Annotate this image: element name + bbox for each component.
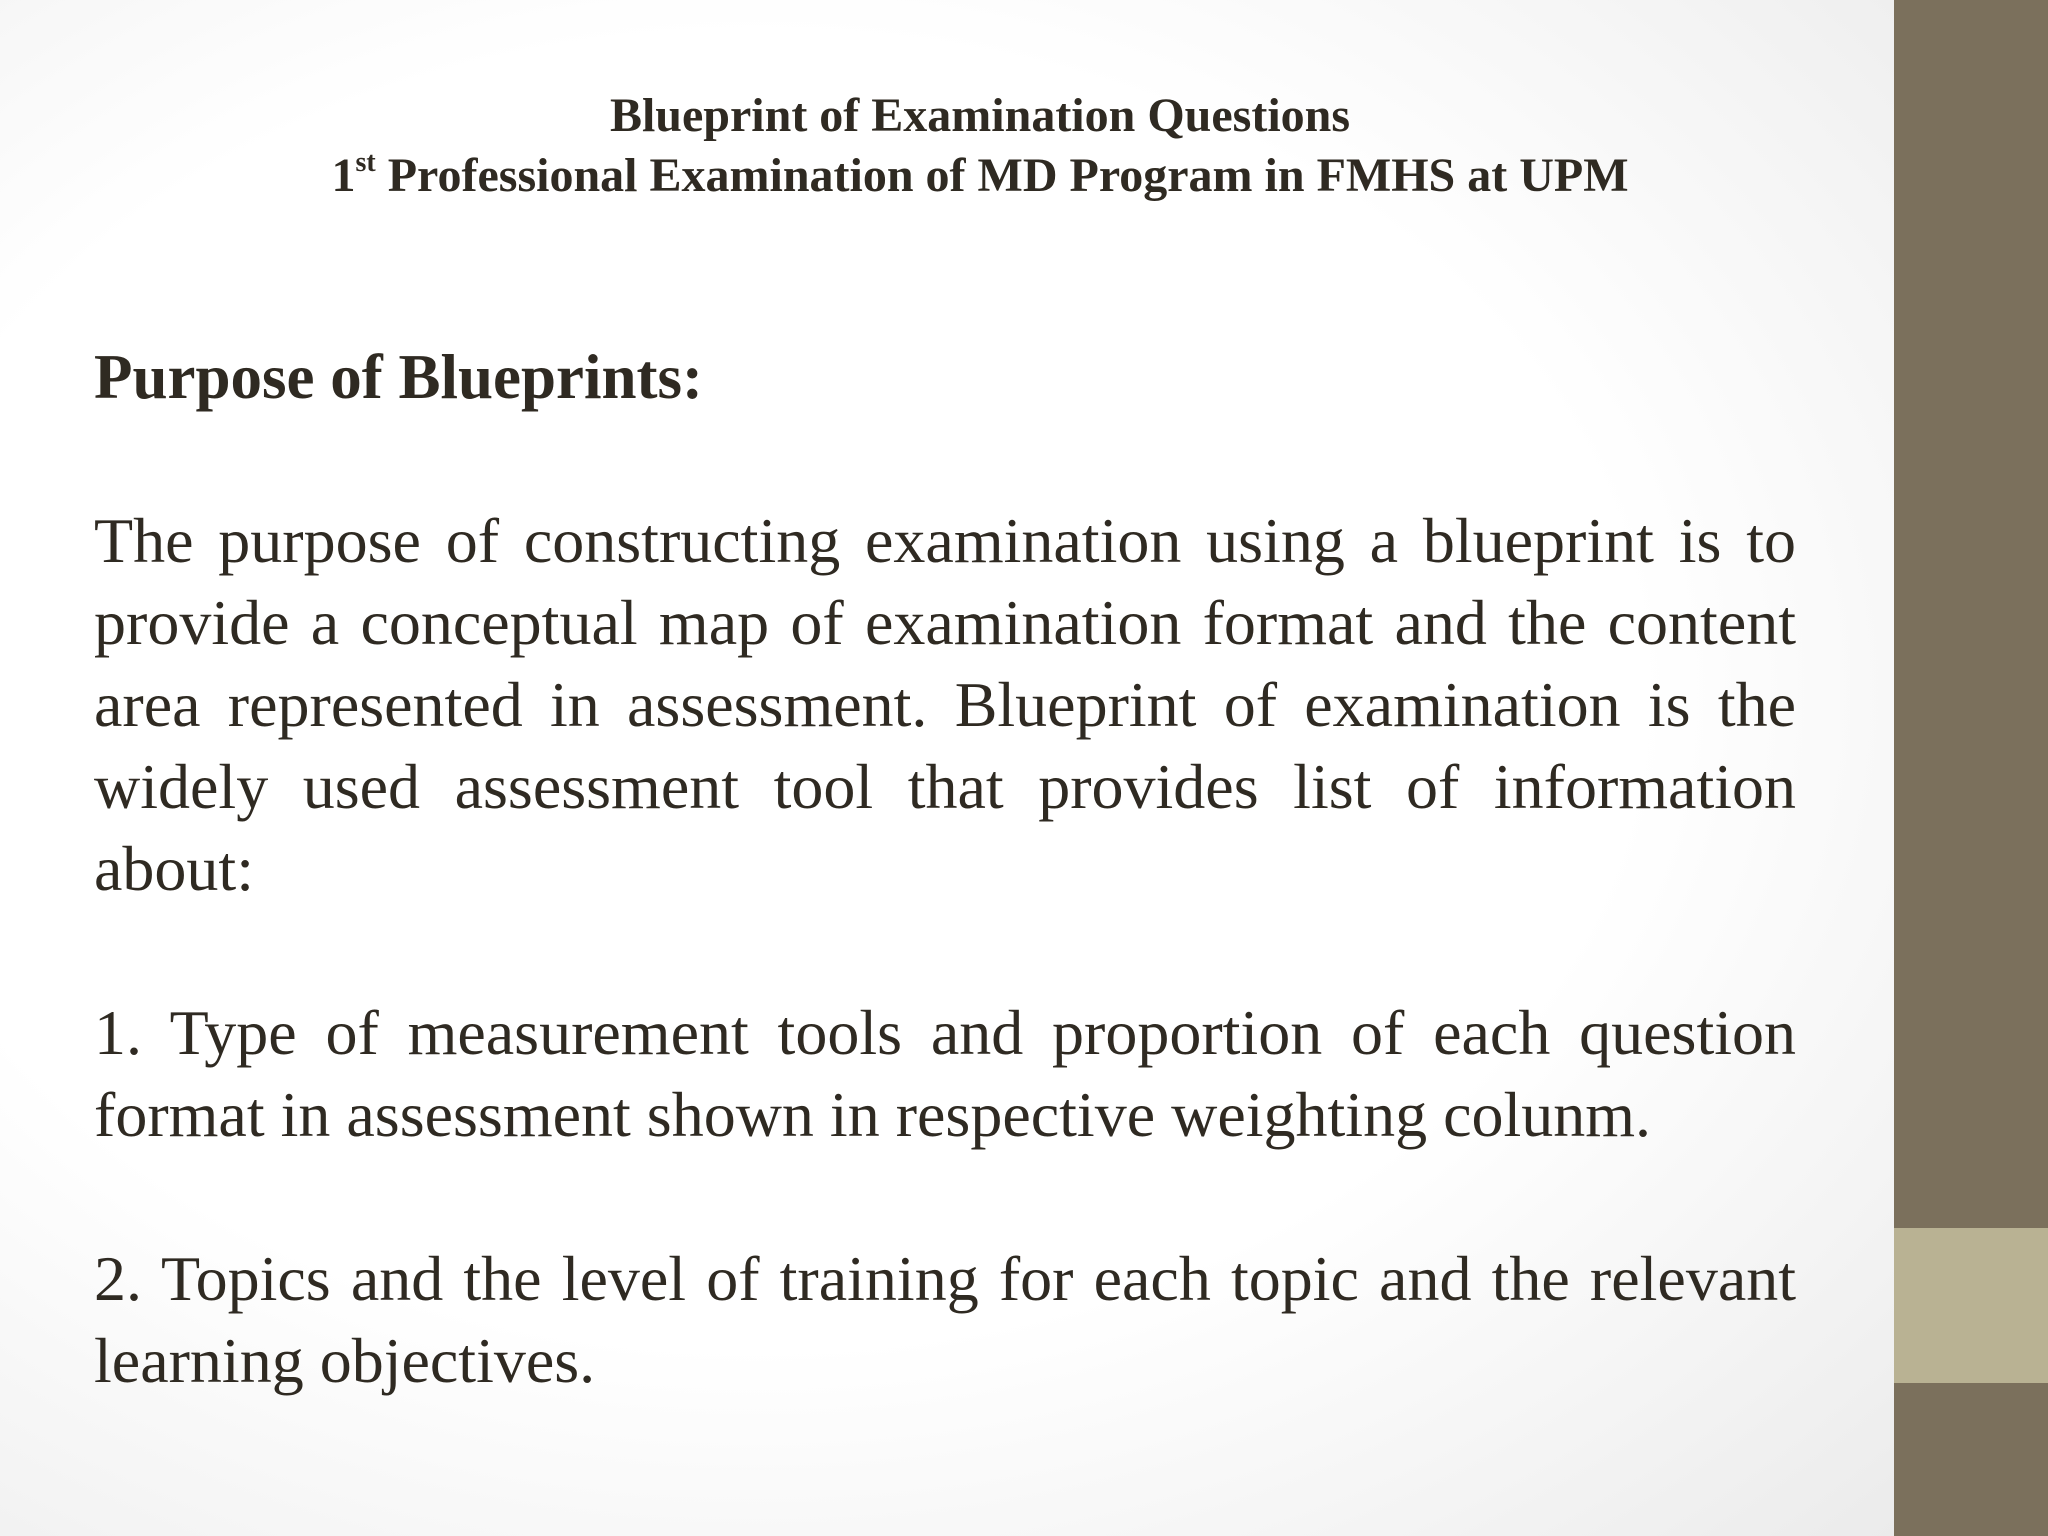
section-heading: Purpose of Blueprints: — [94, 342, 704, 412]
slide-title: Blueprint of Examination Questions — [609, 89, 1351, 142]
purpose-paragraph: The purpose of constructing examination using a blueprint is to provide a conceptual map of examination format and the content area represented in assessment. Blueprint of examination is the widely used assessment tool that provides list of information about: — [94, 505, 1796, 904]
spacer — [94, 418, 1796, 500]
list-item-1: 1. Type of measurement tools and proportion of each question format in assessment shown in respective weighting colunm. — [94, 997, 1796, 1150]
slide-header — [0, 86, 1894, 206]
subtitle-number: 1 — [331, 149, 356, 202]
spacer — [94, 1156, 1796, 1238]
list-item-2: 2. Topics and the level of training for each topic and the relevant learning objectives. — [94, 1243, 1796, 1396]
side-bar-accent — [1894, 1228, 2048, 1383]
slide-body — [94, 336, 1796, 1402]
decorative-side-bar — [1894, 0, 2048, 1536]
side-bar-lower — [1894, 1383, 2048, 1536]
side-bar-upper — [1894, 0, 2048, 1228]
slide-subtitle — [0, 146, 1894, 206]
spacer — [94, 910, 1796, 992]
subtitle-superscript: st — [355, 147, 376, 178]
subtitle-text: Professional Examination of MD Program in FMHS at UPM — [375, 149, 1629, 202]
